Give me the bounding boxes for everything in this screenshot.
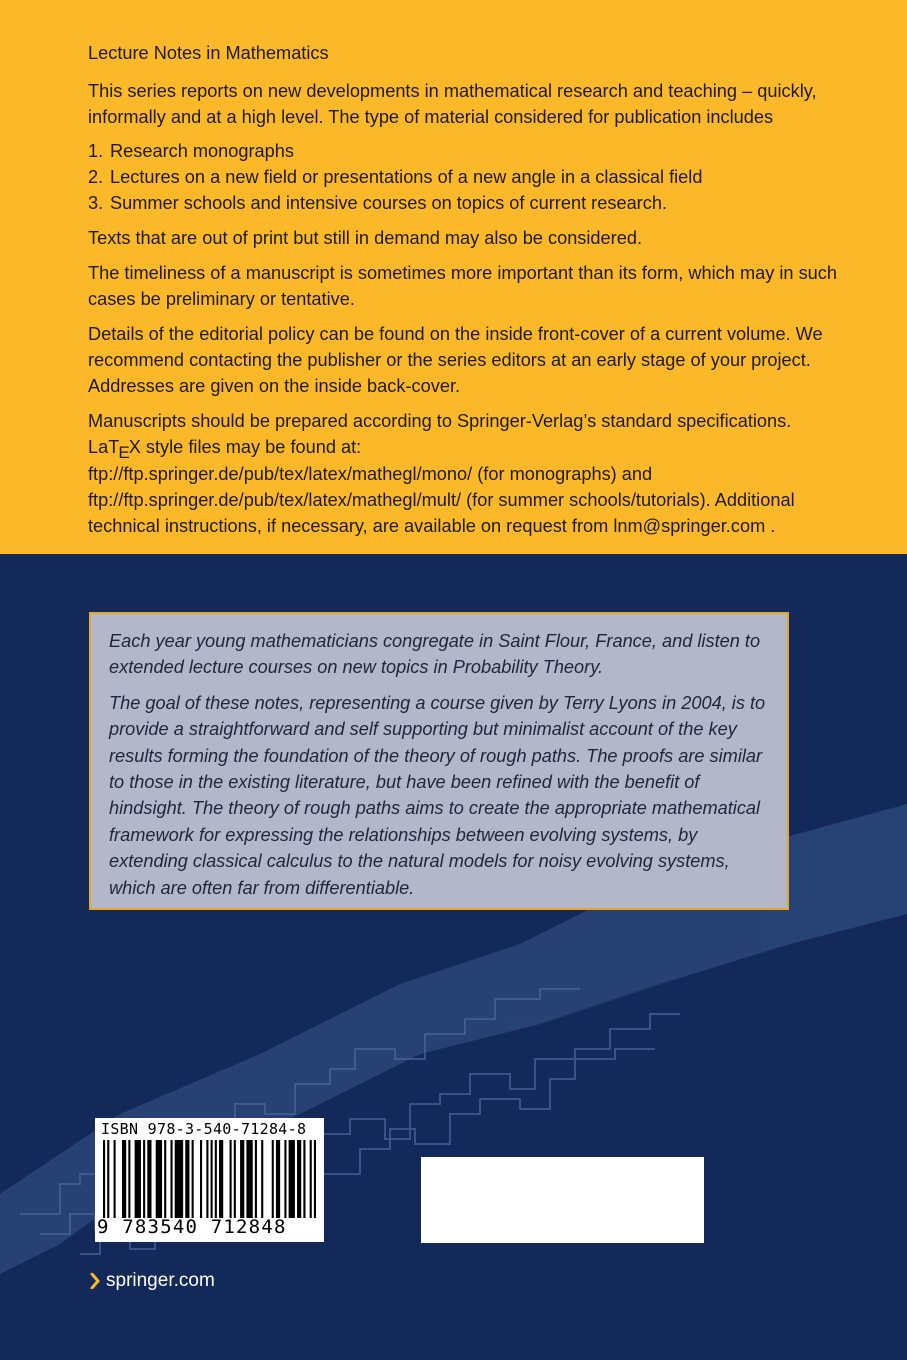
series-intro: This series reports on new developments in mathematical research and teaching – quickly, informally and at a high level. The type of material considered for publication includes — [88, 81, 817, 127]
latex-style-text: style files may be found at: — [140, 437, 362, 457]
list-item — [88, 164, 848, 190]
list-text: Summer schools and intensive courses on topics of current research. — [110, 193, 668, 213]
book-description-box — [89, 612, 789, 910]
isbn-barcode — [95, 1118, 324, 1242]
manuscript-instructions — [88, 408, 848, 539]
website-label: springer.com — [106, 1270, 215, 1291]
list-item — [88, 138, 848, 164]
series-title: Lecture Notes in Mathematics — [88, 43, 329, 63]
material-list — [88, 138, 848, 216]
ftp-mult-link: ftp://ftp.springer.de/pub/tex/latex/mathegl/mult/ (for summer schools/tutorials). Additional technical instructions, if necessary, are available on request from lnm@springer.com . — [88, 490, 795, 536]
description-paragraph: Each year young mathematicians congregate in Saint Flour, France, and listen to extended lecture courses on new topics in Probability Theory. — [109, 631, 761, 678]
series-info-panel — [0, 0, 907, 554]
timeliness-note: The timeliness of a manuscript is sometimes more important than its form, which may in such cases be preliminary or tentative. — [88, 263, 837, 309]
ftp-mono-link: ftp://ftp.springer.de/pub/tex/latex/mathegl/mono/ (for monographs) and — [88, 464, 653, 484]
list-number: 1. — [88, 141, 104, 161]
price-label-box — [421, 1157, 704, 1243]
list-number: 2. — [88, 167, 104, 187]
ean-digits: 9 783540 712848 — [97, 1216, 287, 1238]
list-number: 3. — [88, 193, 104, 213]
barcode-bars — [101, 1140, 318, 1218]
latex-logo: LaTEX — [88, 437, 141, 462]
editorial-policy-note: Details of the editorial policy can be found on the inside front-cover of a current volume. We recommend contacting the publisher or the series editors at an early stage of your project. Addresses are given on the inside back-cover. — [88, 324, 823, 396]
chevron-right-icon — [90, 1273, 100, 1289]
manuscript-spec: Manuscripts should be prepared according to Springer-Verlag’s standard specifications. — [88, 411, 792, 431]
list-text: Lectures on a new field or presentations of a new angle in a classical field — [110, 167, 703, 187]
description-paragraph: The goal of these notes, representing a course given by Terry Lyons in 2004, is to provide a straightforward and self supporting but minimalist account of the key results forming the foundation of the theory of rough paths. The proofs are similar to those in the existing literature, but have been refined with the benefit of hindsight. The theory of rough paths aims to create the appropriate mathematical framework for expressing the relationships between evolving systems, by extending classical calculus to the natural models for noisy evolving systems, which are often far from differentiable. — [109, 692, 766, 898]
springer-website[interactable] — [90, 1270, 215, 1292]
list-item — [88, 190, 848, 216]
out-of-print-note: Texts that are out of print but still in demand may also be considered. — [88, 228, 643, 248]
list-text: Research monographs — [110, 141, 294, 161]
isbn-number: ISBN 978-3-540-71284-8 — [101, 1120, 307, 1138]
